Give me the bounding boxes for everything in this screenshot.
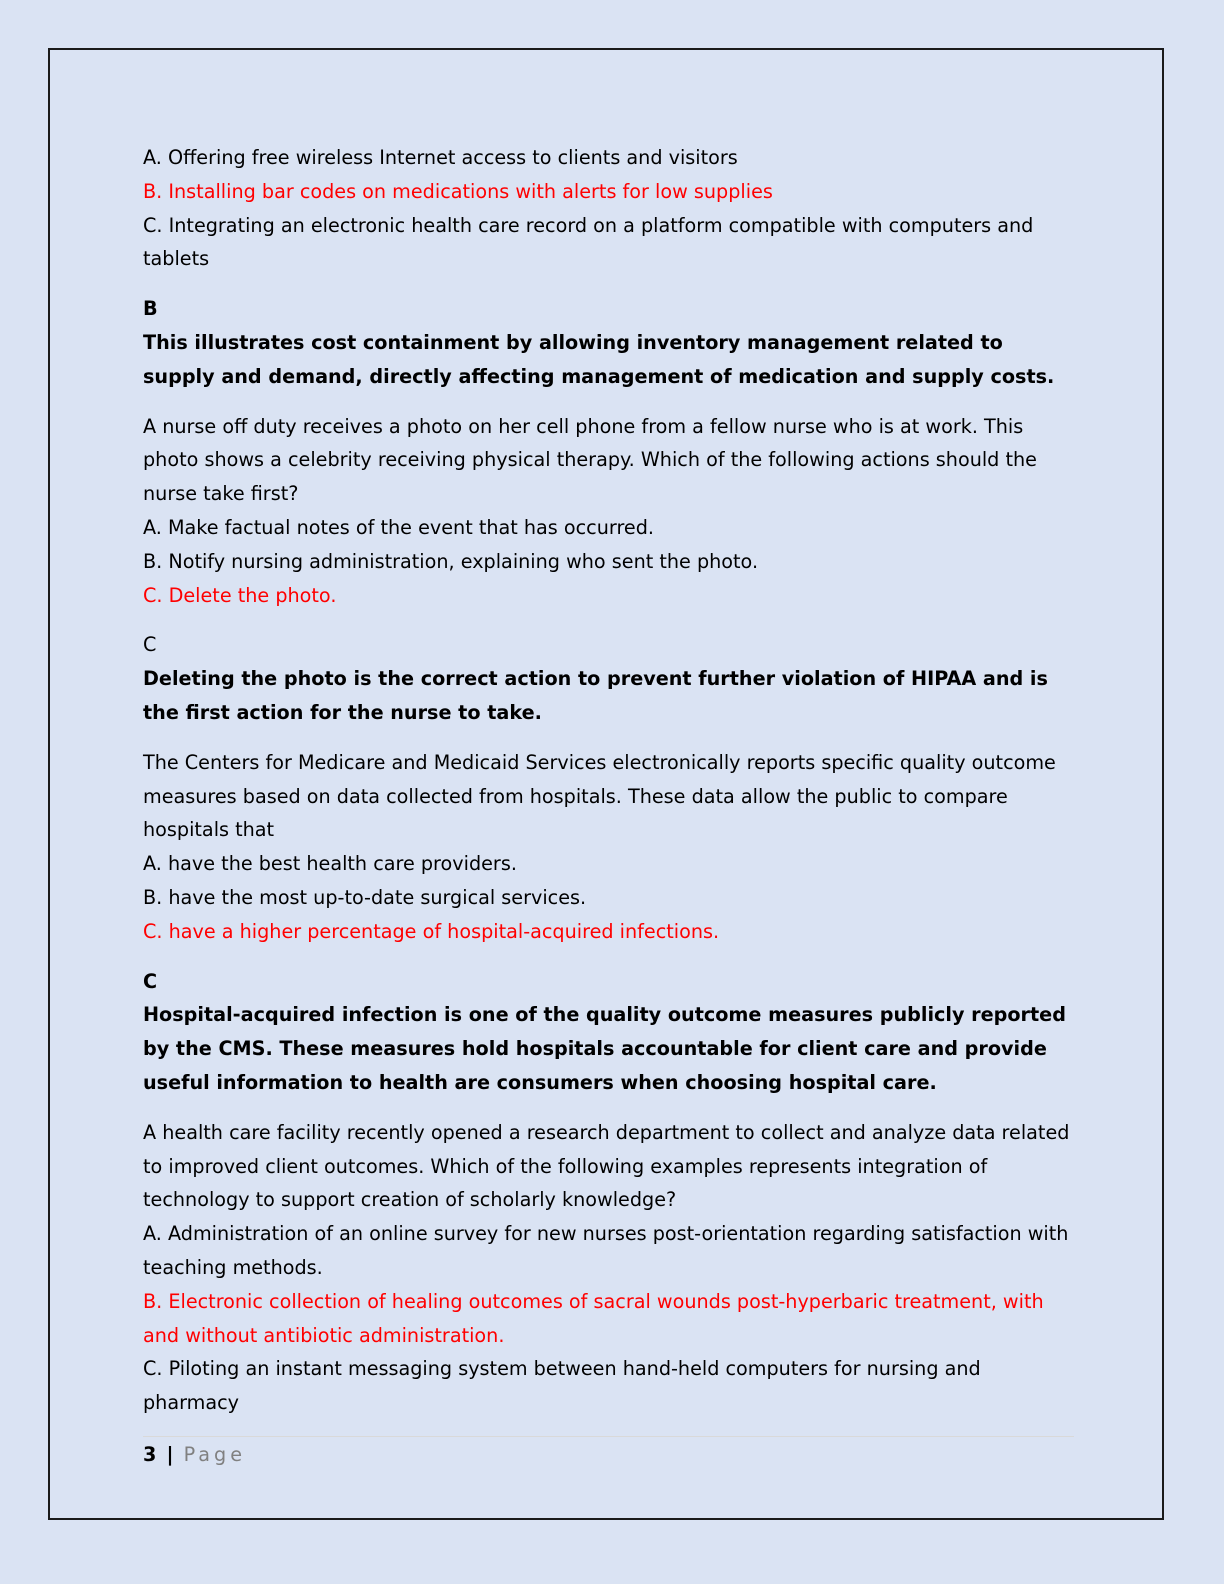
answer-block xyxy=(143,965,1078,1100)
question-block xyxy=(143,1116,1078,1420)
answer-option: B. have the most up-to-date surgical services. xyxy=(143,885,587,909)
answer-option: A. Offering free wireless Internet access to clients and visitors xyxy=(143,146,738,169)
option-list xyxy=(143,141,1078,276)
question-stem: The Centers for Medicare and Medicaid Services electronically reports specific quality outcome measures based on data collected from hospitals. These data allow the public to compare hospitals that xyxy=(143,750,1056,842)
answer-rationale: This illustrates cost containment by allowing inventory management related to supply and demand, directly affecting management of medication and supply costs. xyxy=(143,330,1055,388)
document-body xyxy=(143,141,1078,1436)
footer-separator: | xyxy=(166,1443,174,1466)
question-stem: A health care facility recently opened a research department to collect and analyze data related to improved client outcomes. Which of the following examples represents integration of technology to support creation of scholarly knowledge? xyxy=(143,1120,1070,1212)
answer-option: C. Piloting an instant messaging system between hand-held computers for nursing and pharmacy xyxy=(143,1357,981,1415)
correct-option: B. Electronic collection of healing outcomes of sacral wounds post-hyperbaric treatment, with and without antibiotic administration. xyxy=(143,1289,1044,1347)
page-number: 3 xyxy=(143,1443,157,1466)
correct-option: C. Delete the photo. xyxy=(143,583,337,607)
answer-letter: B xyxy=(143,297,158,321)
correct-option: C. have a higher percentage of hospital-acquired infections. xyxy=(143,919,720,943)
answer-rationale: Hospital-acquired infection is one of the quality outcome measures publicly reported by the CMS. These measures hold hospitals accountable for client care and provide useful information to health are consumers when choosing hospital care. xyxy=(143,1003,1066,1094)
answer-option: C. Integrating an electronic health care record on a platform compatible with computers and tablets xyxy=(143,213,1034,271)
answer-option: A. Make factual notes of the event that has occurred. xyxy=(143,515,654,539)
question-block xyxy=(143,410,1078,613)
answer-letter: C xyxy=(143,969,158,993)
answer-block xyxy=(143,628,1078,729)
question-stem: A nurse off duty receives a photo on her cell phone from a fellow nurse who is at work. This photo shows a celebrity receiving physical therapy. Which of the following actions should the nurse take first? xyxy=(143,414,1037,506)
answer-block xyxy=(143,292,1078,393)
answer-rationale: Deleting the photo is the correct action to prevent further violation of HIPAA and is the first action for the nurse to take. xyxy=(143,667,1048,724)
page-label: Page xyxy=(183,1443,247,1466)
answer-letter: C xyxy=(143,633,157,657)
answer-option: B. Notify nursing administration, explaining who sent the photo. xyxy=(143,549,759,573)
page-footer xyxy=(143,1436,1074,1469)
correct-option: B. Installing bar codes on medications with alerts for low supplies xyxy=(143,179,773,203)
answer-option: A. Administration of an online survey for new nurses post-orientation regarding satisfaction with teaching methods. xyxy=(143,1222,1069,1279)
question-block xyxy=(143,746,1078,949)
answer-option: A. have the best health care providers. xyxy=(143,852,517,876)
